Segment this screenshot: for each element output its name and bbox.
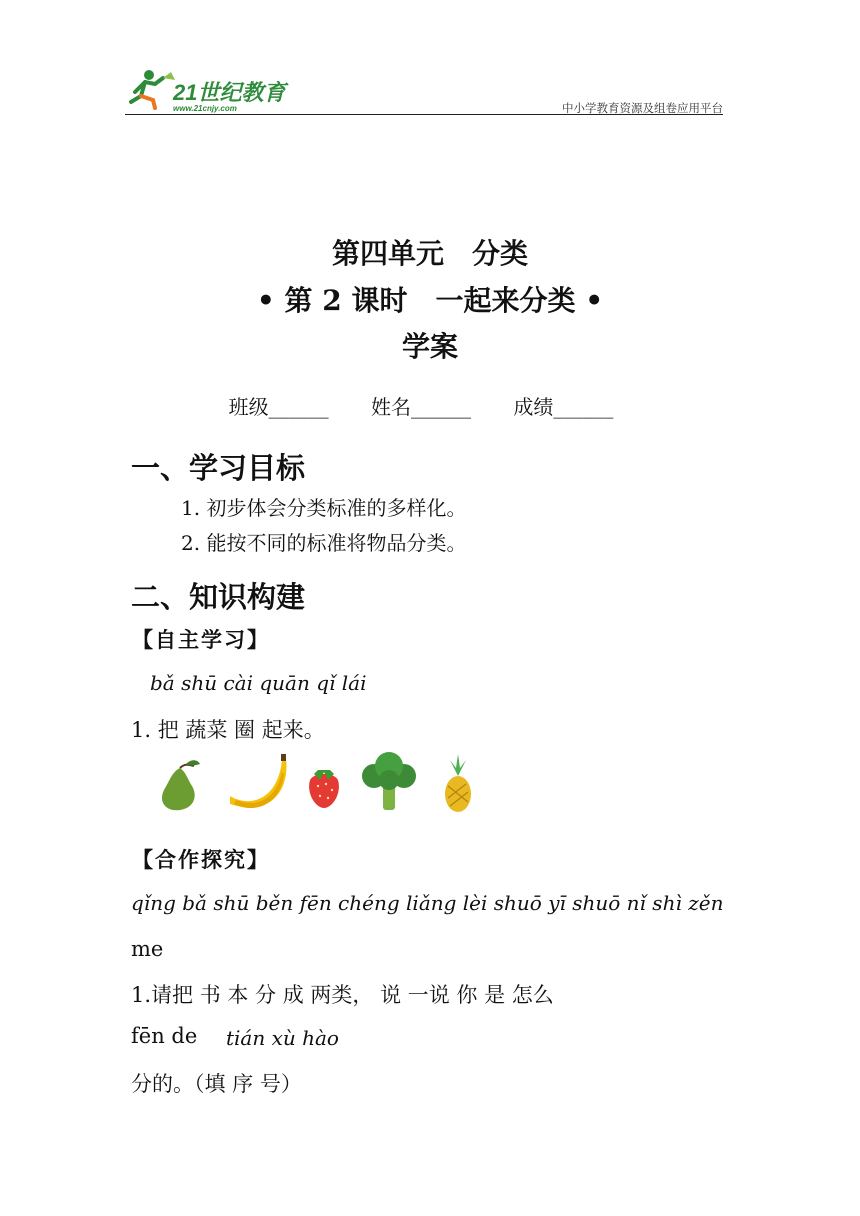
self-study-question: 1. 把 蔬菜 圈 起来。 — [131, 718, 325, 742]
goal-item-2: 2. 能按不同的标准将物品分类。 — [181, 531, 467, 555]
pear-icon[interactable] — [162, 760, 200, 810]
section-learning-goals: 一、学习目标 — [131, 451, 306, 485]
cooperation-pinyin-2-italic: tián xù hào — [226, 1026, 339, 1050]
unit-title: 第四单元 分类 — [331, 237, 528, 270]
score-field[interactable]: 成绩______ — [513, 395, 614, 419]
goal-item-1: 1. 初步体会分类标准的多样化。 — [181, 496, 467, 520]
header-divider — [125, 114, 723, 115]
banana-icon[interactable] — [230, 754, 286, 808]
pineapple-icon[interactable] — [445, 754, 471, 812]
self-study-label: 【自主学习】 — [132, 627, 270, 652]
student-info-line — [0, 391, 860, 420]
section-knowledge: 二、知识构建 — [131, 580, 306, 614]
cooperation-pinyin-1-tail: me — [131, 937, 164, 961]
svg-text:www.21cnjy.com: www.21cnjy.com — [173, 104, 237, 113]
cooperation-question-2: 分的。（填 序 号） — [131, 1072, 302, 1096]
lesson-title: • 第 2 课时 一起来分类 • — [256, 284, 604, 317]
broccoli-icon[interactable] — [362, 752, 416, 810]
cooperation-pinyin-2: fēn de — [131, 1024, 198, 1048]
self-study-pinyin: bǎ shū cài quān qǐ lái — [150, 671, 367, 695]
class-field[interactable]: 班级______ — [228, 395, 329, 419]
strawberry-icon[interactable] — [309, 770, 339, 808]
svg-text:21世纪教育: 21世纪教育 — [173, 80, 286, 105]
page-header — [125, 66, 723, 116]
platform-tagline: 中小学教育资源及组卷应用平台 — [562, 101, 723, 115]
doc-type-title: 学案 — [401, 330, 458, 363]
fruit-vegetable-images — [150, 750, 490, 816]
cooperation-label: 【合作探究】 — [132, 847, 270, 872]
cooperation-pinyin-1: qǐng bǎ shū běn fēn chéng liǎng lèi shuō yī shuō nǐ shì zěn — [131, 891, 724, 915]
name-field[interactable]: 姓名______ — [371, 395, 471, 419]
logo-21cnjy — [125, 66, 295, 114]
cooperation-question-1: 1.请把 书 本 分 成 两类， 说 一说 你 是 怎么 — [131, 983, 554, 1007]
